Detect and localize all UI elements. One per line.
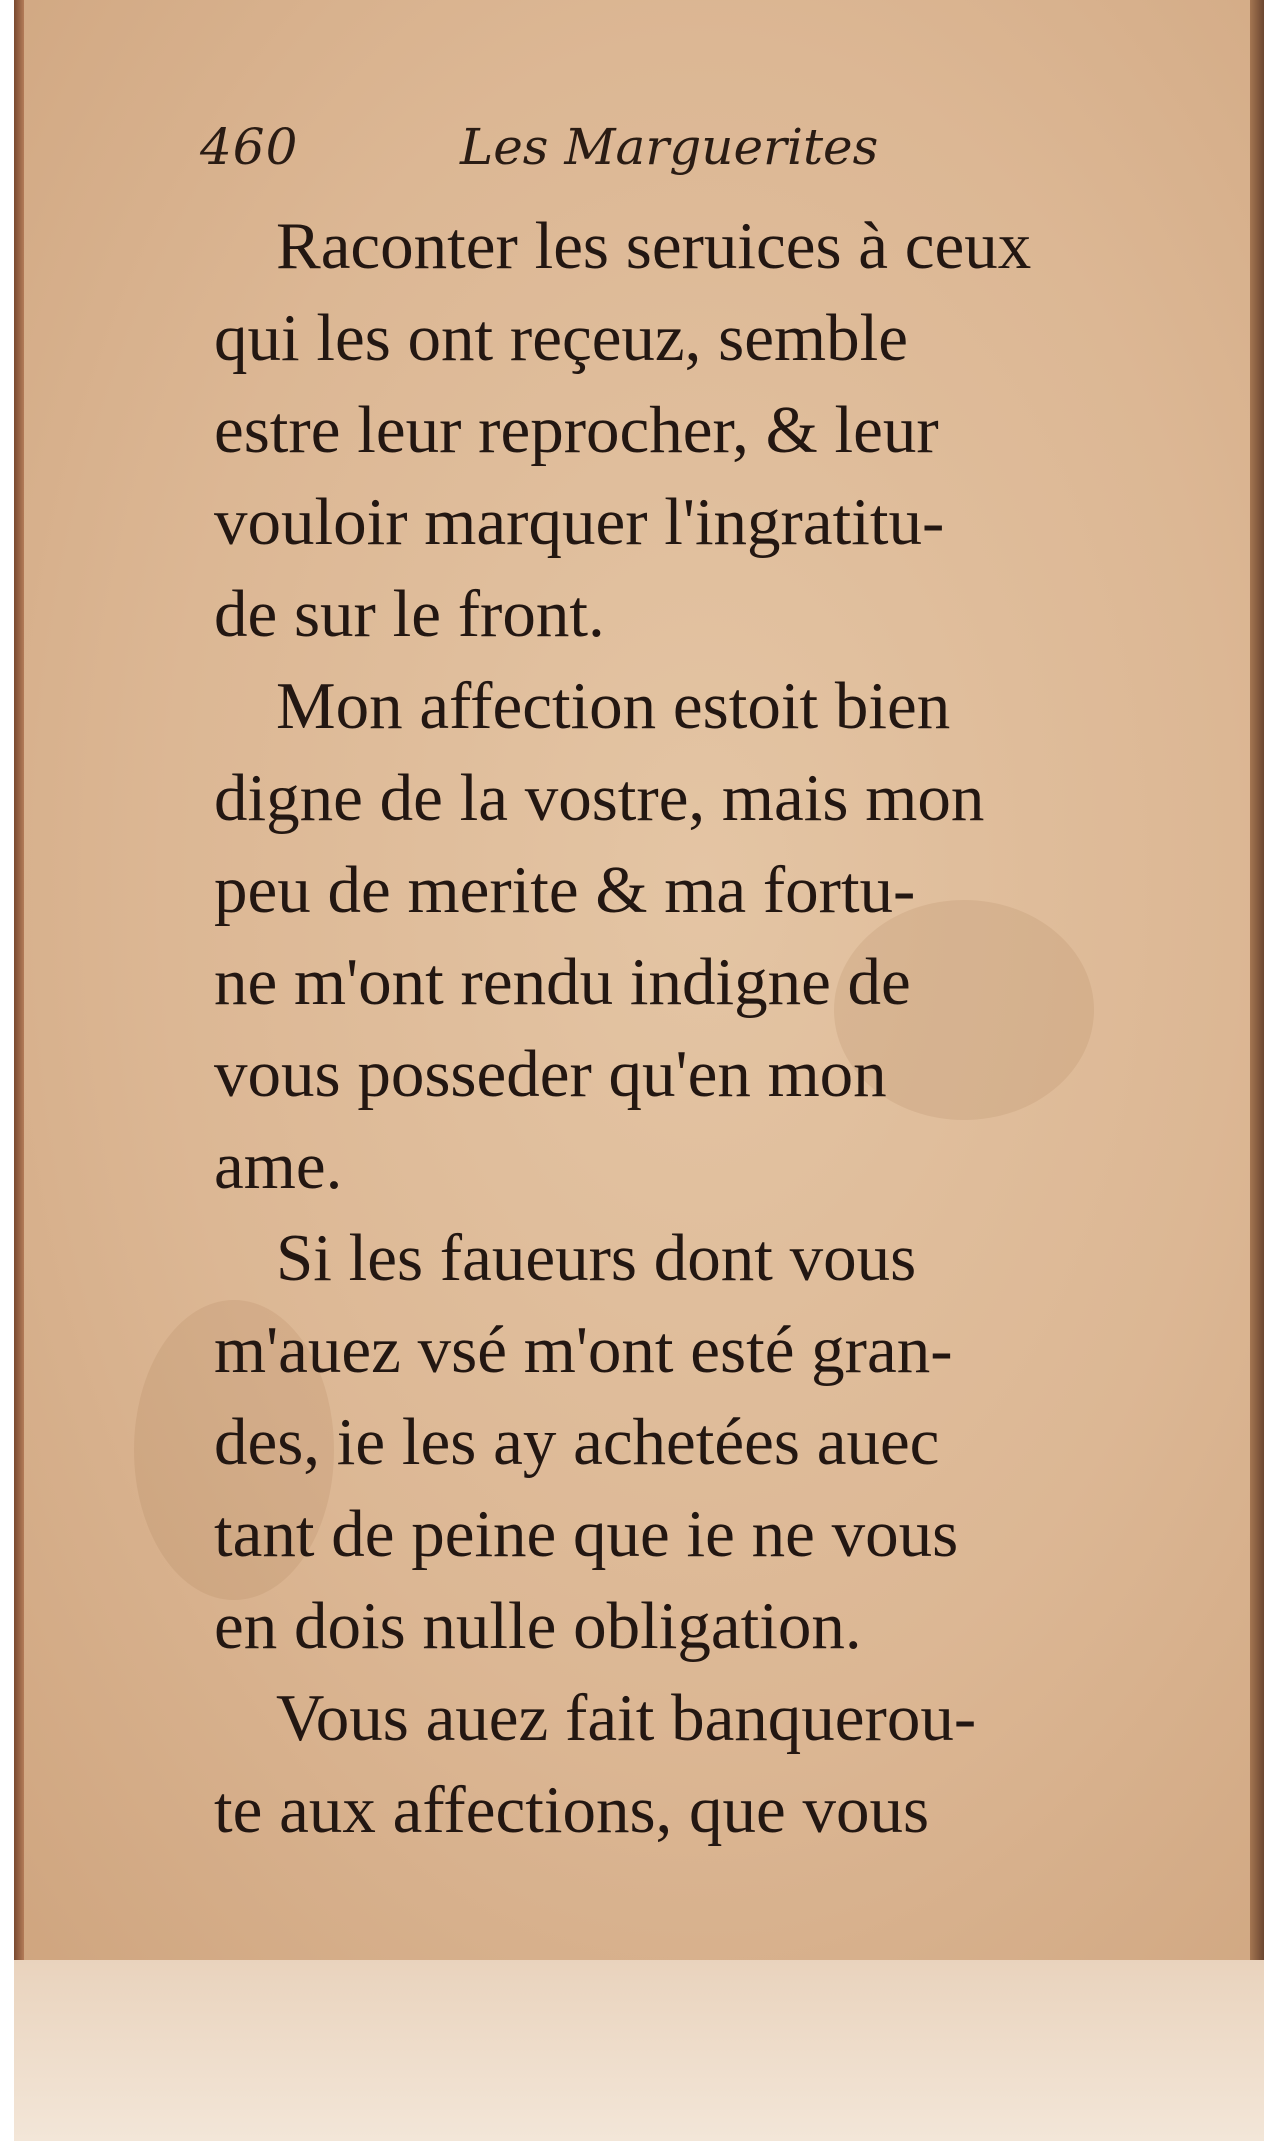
text-line: Si les faueurs dont vous: [276, 1221, 917, 1295]
paragraph: [214, 660, 1154, 1212]
text-line: estre leur reprocher, & leur: [214, 393, 939, 467]
text-line: de sur le front.: [214, 577, 605, 651]
text-line: ame.: [214, 1129, 343, 1203]
book-page: [14, 0, 1264, 1960]
text-line: en dois nulle obligation.: [214, 1589, 862, 1663]
paragraph: [214, 1672, 1154, 1856]
text-line: vouloir marquer l'ingratitu-: [214, 485, 945, 559]
text-line: ne m'ont rendu indigne de: [214, 945, 911, 1019]
text-line: peu de merite & ma fortu-: [214, 853, 916, 927]
body-text: [214, 200, 1154, 1856]
text-line: vous posseder qu'en mon: [214, 1037, 887, 1111]
text-line: Vous auez fait banquerou-: [276, 1681, 977, 1755]
paragraph: [214, 200, 1154, 660]
text-line: qui les ont reçeuz, semble: [214, 301, 908, 375]
page-bottom-margin: [14, 1960, 1264, 2141]
text-line: tant de peine que ie ne vous: [214, 1497, 959, 1571]
text-line: des, ie les ay achetées auec: [214, 1405, 940, 1479]
paragraph: [214, 1212, 1154, 1672]
text-line: digne de la vostre, mais mon: [214, 761, 985, 835]
text-line: te aux affections, que vous: [214, 1773, 930, 1847]
page-number: 460: [200, 118, 299, 176]
text-line: Mon affection estoit bien: [276, 669, 951, 743]
running-title: Les Marguerites: [460, 118, 879, 176]
text-line: m'auez vsé m'ont esté gran-: [214, 1313, 953, 1387]
text-line: Raconter les seruices à ceux: [276, 209, 1032, 283]
